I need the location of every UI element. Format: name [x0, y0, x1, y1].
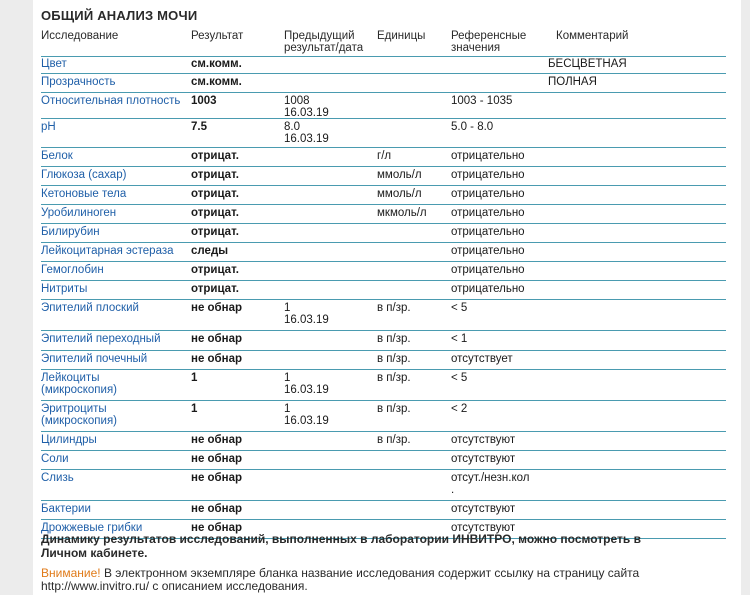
test-result: не обнар — [191, 434, 243, 446]
previous-result — [284, 403, 329, 427]
previous-result — [284, 302, 329, 326]
previous-value: 1 — [284, 372, 291, 384]
reference-values — [451, 245, 546, 257]
table-row — [41, 351, 726, 370]
table-row — [41, 432, 726, 451]
test-name-line1: Цвет — [41, 58, 67, 70]
test-name[interactable] — [41, 245, 174, 257]
test-name-line1: Кетоновые тела — [41, 188, 127, 200]
reference-values — [451, 503, 546, 515]
header-previous-line1: Предыдущий — [284, 30, 355, 42]
units: в п/зр. — [377, 372, 411, 384]
test-name[interactable] — [41, 207, 116, 219]
test-name-line1: Билирубин — [41, 226, 100, 238]
test-result: см.комм. — [191, 58, 242, 70]
lab-report-page — [33, 0, 741, 595]
table-row — [41, 74, 726, 93]
reference-line1: отрицательно — [451, 245, 525, 257]
units: г/л — [377, 150, 392, 162]
reference-line2: . — [451, 484, 455, 496]
comment: ПОЛНАЯ — [548, 76, 597, 88]
table-row — [41, 205, 726, 224]
units: в п/зр. — [377, 403, 411, 415]
footer-line1: Динамику результатов исследований, выполненных в лаборатории ИНВИТРО, можно посмотреть в — [41, 532, 641, 546]
warning-label: Внимание! — [41, 566, 101, 580]
test-name-line1: Эпителий плоский — [41, 302, 139, 314]
reference-line1: 5.0 - 8.0 — [451, 121, 494, 133]
test-name[interactable] — [41, 226, 100, 238]
header-reference-line1: Референсные — [451, 30, 527, 42]
test-result: не обнар — [191, 333, 243, 345]
test-name-line1: Эритроциты — [41, 403, 107, 415]
table-row — [41, 470, 726, 501]
test-name[interactable] — [41, 95, 180, 107]
previous-date: 16.03.19 — [284, 133, 329, 145]
table-row — [41, 300, 726, 331]
reference-values — [451, 150, 546, 162]
reference-line1: < 5 — [451, 302, 468, 314]
reference-line1: отрицательно — [451, 283, 525, 295]
test-name-line1: Глюкоза (сахар) — [41, 169, 127, 181]
test-name[interactable] — [41, 121, 56, 133]
previous-value: 1008 — [284, 95, 310, 107]
results-table — [41, 56, 726, 539]
reference-line1: отрицательно — [451, 188, 525, 200]
reference-values — [451, 472, 546, 496]
table-row — [41, 148, 726, 167]
units: в п/зр. — [377, 302, 411, 314]
reference-line1: отрицательно — [451, 207, 525, 219]
test-name[interactable] — [41, 472, 74, 484]
reference-values — [451, 434, 546, 446]
test-name-line1: Нитриты — [41, 283, 88, 295]
test-name[interactable] — [41, 169, 126, 181]
reference-values — [451, 353, 546, 365]
table-row — [41, 331, 726, 351]
report-title: ОБЩИЙ АНАЛИЗ МОЧИ — [41, 8, 198, 23]
header-reference-line2: значения — [451, 42, 501, 54]
table-row — [41, 451, 726, 470]
test-name[interactable] — [41, 353, 147, 365]
test-result: отрицат. — [191, 169, 239, 181]
test-name[interactable] — [41, 372, 117, 396]
reference-line1: отрицательно — [451, 226, 525, 238]
test-result: 1 — [191, 372, 198, 384]
table-row — [41, 370, 726, 401]
test-name-line1: Гемоглобин — [41, 264, 104, 276]
test-name-line1: pH — [41, 121, 56, 133]
reference-line1: отсутствуют — [451, 453, 516, 465]
units: ммоль/л — [377, 188, 422, 200]
test-name[interactable] — [41, 453, 69, 465]
test-name[interactable] — [41, 58, 67, 70]
previous-date: 16.03.19 — [284, 384, 329, 396]
test-name-line1: Бактерии — [41, 503, 91, 515]
header-comment: Комментарий — [556, 30, 629, 42]
reference-line1: отрицательно — [451, 264, 525, 276]
test-name-line1: Цилиндры — [41, 434, 97, 446]
units: в п/зр. — [377, 353, 411, 365]
test-name-line1: Эпителий переходный — [41, 333, 161, 345]
note-line2[interactable]: http://www.invitro.ru/ с описанием исследования. — [41, 579, 308, 593]
test-result: не обнар — [191, 353, 243, 365]
units: в п/зр. — [377, 333, 411, 345]
comment: БЕСЦВЕТНАЯ — [548, 58, 627, 70]
previous-result — [284, 121, 329, 145]
test-name[interactable] — [41, 434, 97, 446]
reference-values — [451, 403, 546, 415]
test-result: 1 — [191, 403, 198, 415]
units: в п/зр. — [377, 434, 411, 446]
test-result: не обнар — [191, 522, 243, 534]
test-result: 1003 — [191, 95, 217, 107]
reference-line1: < 1 — [451, 333, 468, 345]
previous-date: 16.03.19 — [284, 107, 329, 119]
test-name-line1: Белок — [41, 150, 73, 162]
reference-values — [451, 302, 546, 314]
units: ммоль/л — [377, 169, 422, 181]
reference-values — [451, 453, 546, 465]
header-previous — [284, 30, 363, 54]
header-name: Исследование — [41, 30, 119, 42]
test-name-line1: Эпителий почечный — [41, 353, 148, 365]
footer-line2: Личном кабинете. — [41, 546, 148, 560]
test-name-line1: Лейкоциты — [41, 372, 100, 384]
table-row — [41, 186, 726, 205]
header-result: Результат — [191, 30, 244, 42]
reference-values — [451, 207, 546, 219]
reference-line1: < 5 — [451, 372, 468, 384]
previous-value: 1 — [284, 302, 291, 314]
test-name-line2: (микроскопия) — [41, 415, 117, 427]
note-line1: В электронном экземпляре бланка название исследования содержит ссылку на страницу сайта — [100, 566, 640, 580]
table-row — [41, 119, 726, 148]
reference-values — [451, 333, 546, 345]
test-name[interactable] — [41, 283, 87, 295]
reference-values — [451, 372, 546, 384]
test-name[interactable] — [41, 503, 91, 515]
test-result: см.комм. — [191, 76, 242, 88]
reference-values — [451, 264, 546, 276]
test-name-line1: Относительная плотность — [41, 95, 181, 107]
footer-note — [41, 567, 731, 593]
test-name-line1: Соли — [41, 453, 69, 465]
reference-values — [451, 95, 546, 107]
reference-values — [451, 283, 546, 295]
test-name-line1: Слизь — [41, 472, 74, 484]
test-result: не обнар — [191, 453, 243, 465]
reference-values — [451, 188, 546, 200]
test-name-line1: Уробилиноген — [41, 207, 117, 219]
table-row — [41, 401, 726, 432]
test-result: не обнар — [191, 503, 243, 515]
reference-line1: отрицательно — [451, 150, 525, 162]
table-row — [41, 243, 726, 262]
table-row — [41, 224, 726, 243]
previous-date: 16.03.19 — [284, 415, 329, 427]
footer-dynamics — [41, 532, 731, 560]
reference-values — [451, 121, 546, 133]
test-name[interactable] — [41, 150, 73, 162]
test-name-line1: Прозрачность — [41, 76, 116, 88]
test-name[interactable] — [41, 403, 117, 427]
reference-line1: 1003 - 1035 — [451, 95, 513, 107]
table-row — [41, 262, 726, 281]
header-previous-line2: результат/дата — [284, 42, 364, 54]
previous-result — [284, 372, 329, 396]
reference-line1: отрицательно — [451, 169, 525, 181]
test-result: отрицат. — [191, 207, 239, 219]
table-row — [41, 167, 726, 186]
previous-result — [284, 95, 329, 119]
table-row — [41, 93, 726, 119]
reference-values — [451, 226, 546, 238]
reference-line1: отсут./незн.кол — [451, 472, 530, 484]
test-name-line2: (микроскопия) — [41, 384, 117, 396]
previous-value: 1 — [284, 403, 291, 415]
reference-line1: отсутствуют — [451, 503, 516, 515]
test-result: отрицат. — [191, 150, 239, 162]
table-row — [41, 281, 726, 300]
reference-values — [451, 169, 546, 181]
header-units: Единицы — [377, 30, 426, 42]
table-row — [41, 501, 726, 520]
test-result: отрицат. — [191, 264, 239, 276]
test-result: не обнар — [191, 302, 243, 314]
test-name[interactable] — [41, 302, 139, 314]
reference-line1: отсутствуют — [451, 434, 516, 446]
test-name[interactable] — [41, 188, 126, 200]
test-result: отрицат. — [191, 283, 239, 295]
reference-line1: отсутствуют — [451, 522, 516, 534]
test-result: не обнар — [191, 472, 243, 484]
test-name[interactable] — [41, 76, 116, 88]
test-name[interactable] — [41, 264, 104, 276]
header-reference — [451, 30, 526, 54]
test-result: отрицат. — [191, 226, 239, 238]
previous-date: 16.03.19 — [284, 314, 329, 326]
test-result: следы — [191, 245, 229, 257]
test-name-line1: Лейкоцитарная эстераза — [41, 245, 174, 257]
test-name[interactable] — [41, 333, 161, 345]
table-row — [41, 56, 726, 74]
test-result: 7.5 — [191, 121, 207, 133]
reference-line1: отсутствует — [451, 353, 513, 365]
reference-line1: < 2 — [451, 403, 468, 415]
test-name-line1: Дрожжевые грибки — [41, 522, 143, 534]
units: мкмоль/л — [377, 207, 427, 219]
previous-value: 8.0 — [284, 121, 300, 133]
test-result: отрицат. — [191, 188, 239, 200]
